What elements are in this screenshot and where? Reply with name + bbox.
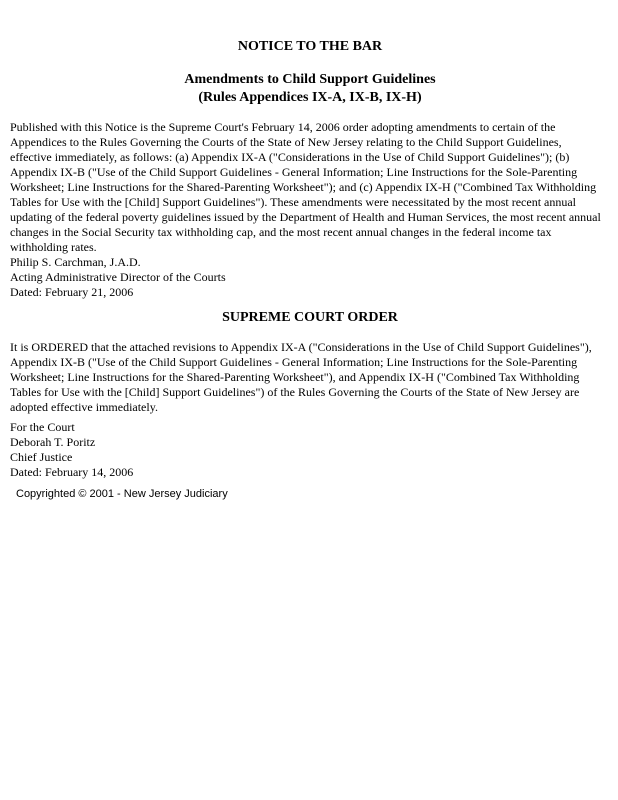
order-body-line: It is ORDERED that the attached revisions to Appendix IX-A ("Considerations in the Use of Child Support Guidelines"), [10,340,592,354]
signature-date: Dated: February 21, 2006 [10,285,134,299]
order-body-line: Tables for Use with the [Child] Support Guidelines") of the Rules Governing the Courts of the State of New Jersey are [10,385,580,399]
notice-body-line: withholding rates. [10,240,97,254]
notice-heading: NOTICE TO THE BAR [237,39,383,54]
order-heading: SUPREME COURT ORDER [222,310,398,325]
order-body [10,340,610,415]
order-body-line: Worksheet; Line Instructions for the Shared-Parenting Worksheet"), and Appendix IX-H ("Combined Tax Withholding [10,370,580,384]
signature-for-court: For the Court [10,420,75,434]
notice-body-line: changes in the Social Security tax withholding cap, and the most recent annual changes in the federal income tax [10,225,552,239]
order-body-line: adopted effective immediately. [10,400,158,414]
signature-date: Dated: February 14, 2006 [10,465,134,479]
notice-body-line: Worksheet; Line Instructions for the Shared-Parenting Worksheet"); and (c) Appendix IX-H ("Combined Tax Withholding [10,180,597,194]
notice-body-line: updating of the federal poverty guidelines issued by the Department of Health and Human Services, the most recent annual [10,210,601,224]
notice-body-line: Tables for Use with the [Child] Support Guidelines"). These amendments were necessitated by the most recent annual [10,195,577,209]
signer-name: Philip S. Carchman, J.A.D. [10,255,141,269]
signer-name: Deborah T. Poritz [10,435,96,449]
notice-body [10,120,610,255]
signer-title: Chief Justice [10,450,73,464]
signer-title: Acting Administrative Director of the Courts [10,270,226,284]
notice-signature [10,255,610,300]
order-body-line: Appendix IX-B ("Use of the Child Support Guidelines - General Information; Line Instructions for the Sole-Parenting [10,355,578,369]
copyright-notice: Copyrighted © 2001 - New Jersey Judiciary [16,488,228,500]
notice-subheading-2: (Rules Appendices IX-A, IX-B, IX-H) [198,90,422,105]
notice-subheading-1: Amendments to Child Support Guidelines [184,72,436,87]
order-signature [10,420,610,480]
notice-body-line: Appendices to the Rules Governing the Courts of the State of New Jersey relating to the Child Support Guidelines, [10,135,562,149]
notice-body-line: effective immediately, as follows: (a) Appendix IX-A ("Considerations in the Use of Child Support Guidelines"); (b) [10,150,570,164]
notice-body-line: Published with this Notice is the Supreme Court's February 14, 2006 order adopting amendments to certain of the [10,120,556,134]
notice-body-line: Appendix IX-B ("Use of the Child Support Guidelines - General Information; Line Instructions for the Sole-Parenting [10,165,578,179]
